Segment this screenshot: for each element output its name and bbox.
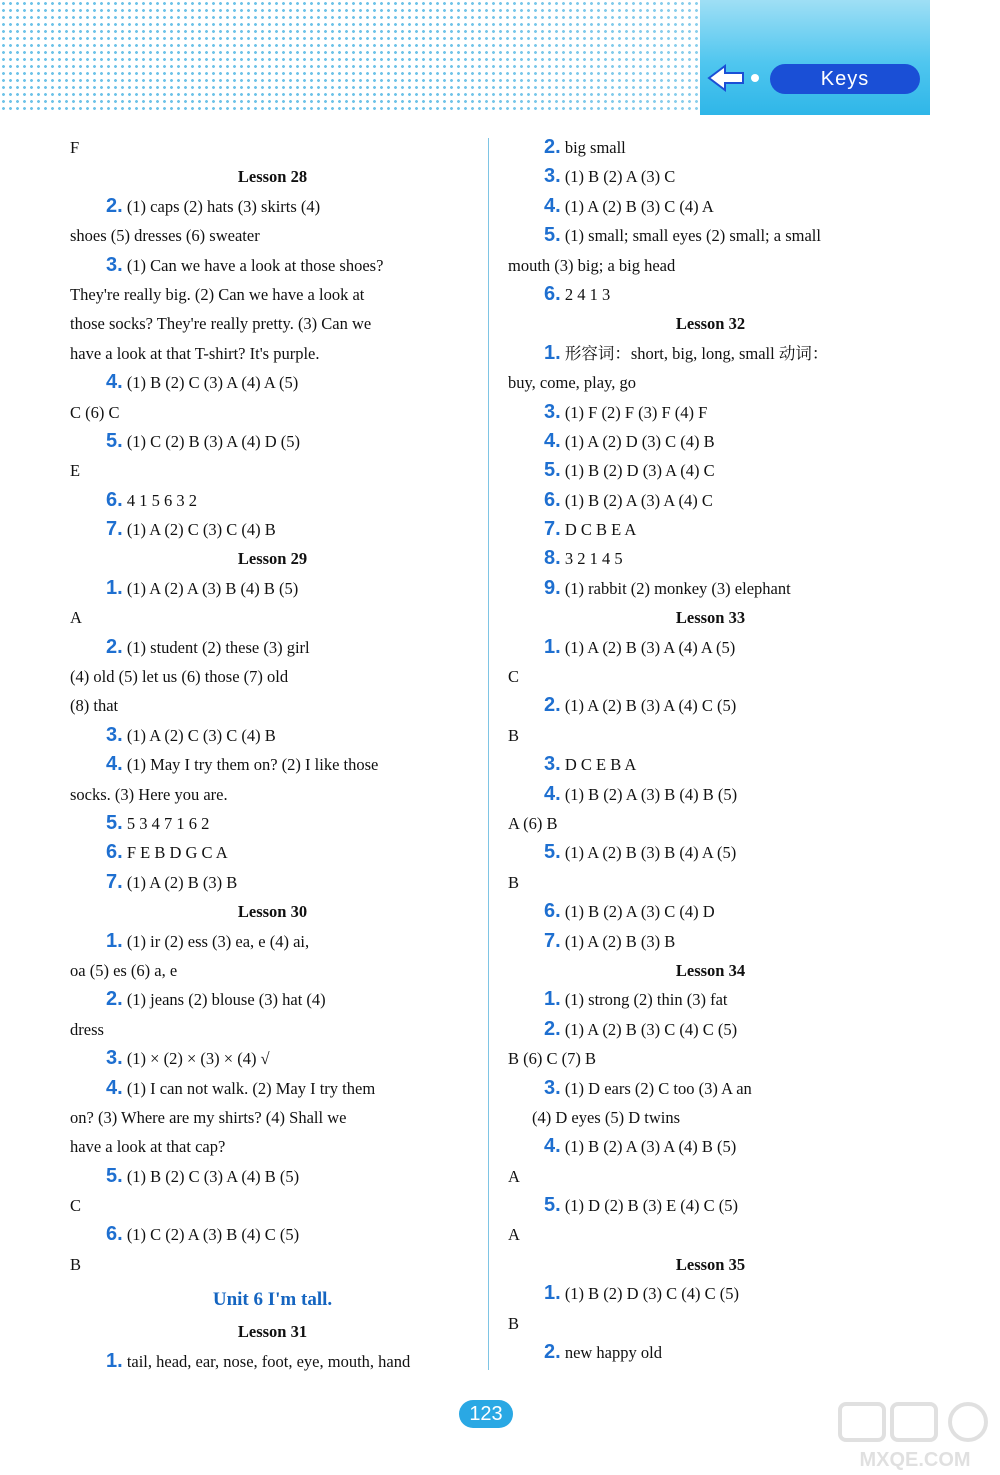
question-number: 2.	[544, 136, 561, 158]
question-number: 5.	[544, 224, 561, 247]
answer-continuation: E	[70, 461, 81, 481]
answer-line	[508, 780, 913, 809]
answer-line	[70, 427, 475, 456]
answer-text: (1) A (2) B (3) A (4) C (5)	[560, 696, 737, 716]
answer-text: (1) F (2) F (3) F (4) F	[560, 402, 708, 422]
answer-text: (1) B (2) C (3) A (4) B (5)	[122, 1166, 300, 1186]
answer-text: (1) C (2) A (3) B (4) C (5)	[122, 1225, 300, 1245]
answer-text: 5 3 4 7 1 6 2	[122, 813, 210, 833]
question-number: 5.	[106, 811, 123, 834]
question-number: 6.	[544, 900, 561, 923]
question-number: 4.	[106, 1076, 123, 1099]
question-number: 2.	[106, 194, 123, 217]
question-number: 4.	[544, 782, 561, 805]
answer-continuation: oa (5) es (6) a, e	[70, 960, 178, 980]
answer-continuation: B (6) C (7) B	[508, 1049, 596, 1069]
answer-text: (1) B (2) A (3) C (4) D	[560, 902, 715, 922]
header-band	[700, 0, 930, 115]
answer-text: (1) A (2) C (3) C (4) B	[122, 725, 276, 745]
answer-line	[508, 515, 913, 544]
question-number: 6.	[106, 488, 123, 511]
answer-line	[70, 985, 475, 1014]
answer-line	[508, 1132, 913, 1161]
question-number: 3.	[106, 1047, 123, 1070]
question-number: 2.	[106, 988, 123, 1011]
answer-text: (1) A (2) B (3) B (4) A (5)	[560, 843, 737, 863]
keys-badge: Keys	[770, 64, 920, 94]
answer-line	[70, 1347, 475, 1376]
watermark-logo	[830, 1400, 1000, 1472]
answer-line	[508, 633, 913, 662]
answer-continuation: B	[508, 872, 520, 892]
answer-line	[508, 544, 913, 573]
answer-line	[508, 985, 913, 1014]
answer-text: (1) A (2) B (3) B	[122, 872, 238, 892]
answer-text: D C E B A	[560, 755, 637, 775]
answer-line	[508, 427, 913, 456]
answer-text: (1) B (2) D (3) C (4) C (5)	[560, 1284, 739, 1304]
answer-line	[508, 192, 913, 221]
answer-line	[70, 809, 475, 838]
answer-continuation: B	[70, 1254, 82, 1274]
answer-line	[508, 1074, 913, 1103]
question-number: 5.	[106, 429, 123, 452]
answer-continuation: those socks? They're really pretty. (3) Can we	[70, 314, 372, 334]
svg-text:MXQE.COM: MXQE.COM	[859, 1449, 971, 1471]
question-number: 5.	[544, 841, 561, 864]
question-number: 2.	[544, 694, 561, 717]
question-number: 2.	[544, 1017, 561, 1040]
question-number: 1.	[106, 1349, 123, 1372]
answer-continuation: socks. (3) Here you are.	[70, 784, 228, 804]
answer-line	[70, 750, 475, 779]
column-divider	[488, 138, 489, 1370]
answer-text: (1) B (2) A (3) A (4) B (5)	[560, 1137, 737, 1157]
answer-text: big small	[560, 138, 626, 157]
answer-line	[508, 574, 913, 603]
answer-text: 形容词：short, big, long, small 动词：	[560, 343, 829, 363]
answer-line	[508, 162, 913, 191]
answer-continuation: shoes (5) dresses (6) sweater	[70, 226, 260, 246]
answer-line	[70, 868, 475, 897]
answer-text: (1) May I try them on? (2) I like those	[122, 755, 379, 775]
question-number: 8.	[544, 547, 561, 570]
answer-text: (1) C (2) B (3) A (4) D (5)	[122, 431, 301, 451]
answer-continuation: C	[70, 1196, 82, 1216]
answer-line	[70, 838, 475, 867]
question-number: 7.	[544, 929, 561, 952]
answer-text: (1) A (2) B (3) C (4) A	[560, 196, 714, 216]
answer-line	[508, 1338, 913, 1367]
unit-heading: Unit 6 I'm tall.	[212, 1289, 333, 1311]
answer-line	[70, 633, 475, 662]
answer-continuation: (4) D eyes (5) D twins	[532, 1107, 681, 1127]
answer-continuation: B	[508, 1313, 520, 1333]
answer-text: (1) B (2) C (3) A (4) A (5)	[122, 373, 299, 393]
answer-text: (1) ir (2) ess (3) ea, e (4) ai,	[122, 931, 310, 951]
answer-line	[508, 280, 913, 309]
question-number: 5.	[106, 1164, 123, 1187]
left-column	[70, 133, 475, 1376]
answer-continuation: A (6) B	[508, 813, 558, 833]
answer-text: (1) × (2) × (3) × (4) √	[122, 1049, 270, 1069]
lesson-heading: Lesson 29	[237, 549, 308, 569]
answer-line	[508, 456, 913, 485]
lesson-heading: Lesson 35	[675, 1254, 746, 1274]
question-number: 1.	[544, 341, 561, 364]
answer-text: 3 2 1 4 5	[560, 549, 623, 569]
answer-text: (1) B (2) A (3) A (4) C	[560, 490, 713, 510]
answer-continuation: A	[508, 1225, 520, 1245]
question-number: 2.	[544, 1341, 561, 1364]
question-number: 5.	[544, 1194, 561, 1217]
answer-line	[70, 1044, 475, 1073]
answer-text: (1) A (2) B (3) C (4) C (5)	[560, 1019, 738, 1039]
answer-text: (1) B (2) D (3) A (4) C	[560, 461, 715, 481]
answer-continuation: have a look at that T-shirt? It's purple.	[70, 343, 320, 363]
answer-continuation: A	[70, 608, 82, 628]
question-number: 1.	[106, 929, 123, 952]
question-number: 1.	[544, 635, 561, 658]
answer-continuation: C	[508, 667, 520, 687]
question-number: 6.	[544, 488, 561, 511]
answer-line	[70, 515, 475, 544]
answer-line	[508, 133, 913, 162]
answer-line	[70, 1220, 475, 1249]
answer-line	[508, 486, 913, 515]
answer-text: 2 4 1 3	[560, 284, 611, 304]
answer-line	[70, 368, 475, 397]
answer-text: D C B E A	[560, 520, 637, 540]
answer-text: (1) small; small eyes (2) small; a small	[560, 226, 821, 246]
question-number: 7.	[106, 870, 123, 893]
answer-text: (1) student (2) these (3) girl	[122, 637, 310, 657]
question-number: 4.	[106, 371, 123, 394]
lesson-heading: Lesson 30	[237, 902, 308, 922]
answer-text: (1) A (2) D (3) C (4) B	[560, 431, 715, 451]
answer-text: tail, head, ear, nose, foot, eye, mouth, hand	[122, 1351, 411, 1371]
answer-line	[508, 221, 913, 250]
header-dot-fade	[0, 0, 700, 110]
answer-line	[70, 574, 475, 603]
answer-line	[508, 398, 913, 427]
answer-text: (1) B (2) A (3) C	[560, 167, 676, 187]
answer-text: (1) strong (2) thin (3) fat	[560, 990, 728, 1010]
answer-text: (1) B (2) A (3) B (4) B (5)	[560, 784, 738, 804]
lesson-heading: Lesson 34	[675, 960, 746, 980]
question-number: 6.	[106, 841, 123, 864]
answer-line	[508, 1279, 913, 1308]
answer-continuation: B	[508, 725, 520, 745]
answer-text: (1) A (2) B (3) A (4) A (5)	[560, 637, 736, 657]
question-number: 3.	[106, 723, 123, 746]
answer-line	[70, 486, 475, 515]
answer-continuation: buy, come, play, go	[508, 373, 636, 393]
question-number: 9.	[544, 576, 561, 599]
answer-line	[508, 838, 913, 867]
question-number: 7.	[544, 518, 561, 541]
answer-line	[508, 1015, 913, 1044]
lesson-heading: Lesson 33	[675, 608, 746, 628]
question-number: 1.	[544, 988, 561, 1011]
answer-text: (1) rabbit (2) monkey (3) elephant	[560, 578, 791, 598]
answer-line	[70, 251, 475, 280]
answer-continuation: They're really big. (2) Can we have a look at	[70, 284, 365, 304]
answer-line	[508, 691, 913, 720]
answer-text: (1) A (2) C (3) C (4) B	[122, 520, 276, 540]
answer-line	[508, 1191, 913, 1220]
question-number: 7.	[106, 518, 123, 541]
answer-continuation: (8) that	[70, 696, 119, 716]
question-number: 4.	[544, 429, 561, 452]
answer-text: (1) I can not walk. (2) May I try them	[122, 1078, 376, 1098]
question-number: 5.	[544, 459, 561, 482]
question-number: 2.	[106, 635, 123, 658]
answer-continuation: A	[508, 1166, 520, 1186]
answer-line	[70, 721, 475, 750]
answer-continuation: F	[70, 138, 80, 157]
question-number: 3.	[544, 400, 561, 423]
question-number: 1.	[106, 576, 123, 599]
question-number: 3.	[544, 165, 561, 188]
page-number: 123	[459, 1400, 513, 1428]
answer-line	[70, 1162, 475, 1191]
answer-line	[508, 750, 913, 779]
answer-continuation: dress	[70, 1019, 104, 1039]
answer-text: new happy old	[560, 1343, 662, 1363]
answer-continuation: C (6) C	[70, 402, 120, 422]
question-number: 3.	[544, 753, 561, 776]
answer-continuation: have a look at that cap?	[70, 1137, 226, 1157]
question-number: 4.	[106, 753, 123, 776]
lesson-heading: Lesson 28	[237, 167, 308, 187]
question-number: 3.	[544, 1076, 561, 1099]
right-column	[508, 133, 913, 1367]
question-number: 4.	[544, 1135, 561, 1158]
lesson-heading: Lesson 31	[237, 1322, 308, 1342]
question-number: 6.	[106, 1223, 123, 1246]
answer-text: (1) A (2) B (3) B	[560, 931, 676, 951]
answer-continuation: (4) old (5) let us (6) those (7) old	[70, 667, 289, 687]
lesson-heading: Lesson 32	[675, 314, 746, 334]
answer-text: (1) A (2) A (3) B (4) B (5)	[122, 578, 299, 598]
question-number: 4.	[544, 194, 561, 217]
answer-line	[70, 192, 475, 221]
question-number: 6.	[544, 282, 561, 305]
answer-text: (1) Can we have a look at those shoes?	[122, 255, 384, 275]
answer-line	[508, 897, 913, 926]
answer-line	[70, 1074, 475, 1103]
answer-text: 4 1 5 6 3 2	[122, 490, 197, 510]
answer-text: F E B D G C A	[122, 843, 228, 863]
question-number: 3.	[106, 253, 123, 276]
answer-text: (1) D (2) B (3) E (4) C (5)	[560, 1196, 739, 1216]
answer-line	[508, 927, 913, 956]
question-number: 1.	[544, 1282, 561, 1305]
answer-text: (1) caps (2) hats (3) skirts (4)	[122, 196, 321, 216]
answer-line	[508, 339, 913, 368]
answer-continuation: on? (3) Where are my shirts? (4) Shall we	[70, 1107, 347, 1127]
answer-line	[70, 927, 475, 956]
answer-text: (1) jeans (2) blouse (3) hat (4)	[122, 990, 326, 1010]
left-arrow-icon	[705, 60, 765, 96]
answer-continuation: mouth (3) big; a big head	[508, 255, 676, 275]
answer-text: (1) D ears (2) C too (3) A an	[560, 1078, 752, 1098]
